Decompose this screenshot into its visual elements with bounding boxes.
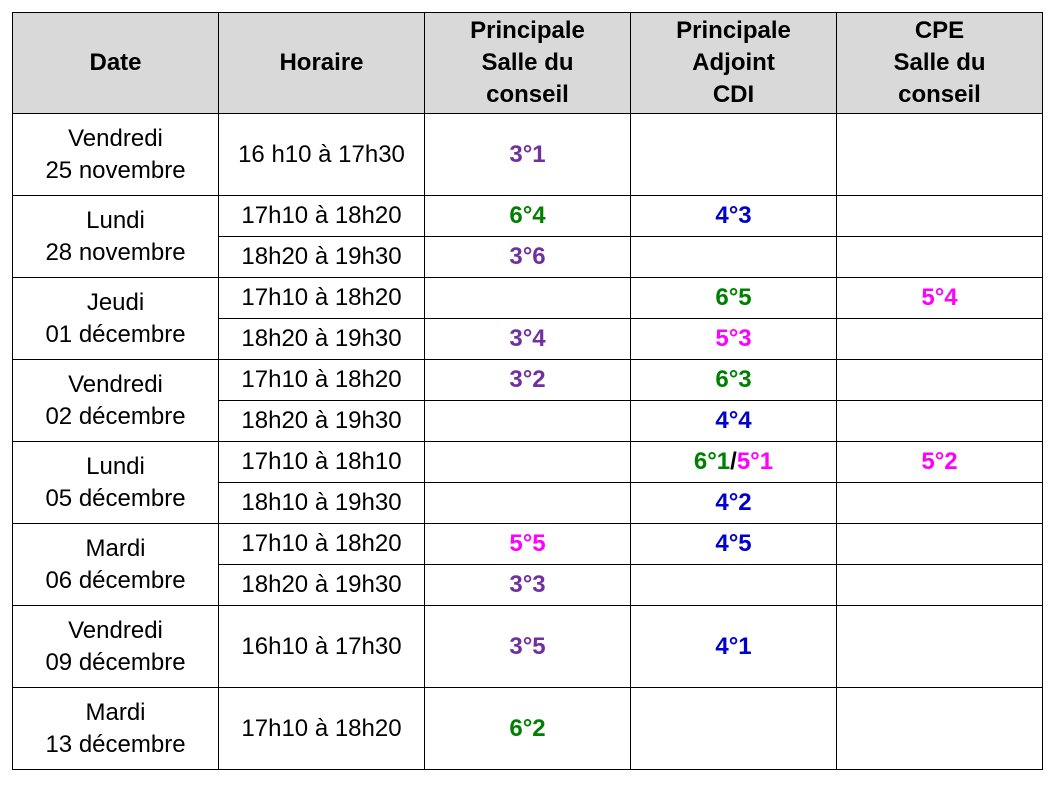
cpe-cell (837, 401, 1043, 442)
header-adjoint-line3: CDI (712, 81, 755, 108)
time-cell: 18h20 à 19h30 (219, 401, 425, 442)
adjoint-cell: 6°5 (631, 278, 837, 319)
table-row (13, 524, 1043, 565)
principale-cell: 3°5 (425, 606, 631, 688)
cpe-cell (837, 196, 1043, 237)
cpe-cell: 5°2 (837, 442, 1043, 483)
table-row (13, 606, 1043, 688)
cpe-cell (837, 237, 1043, 278)
principale-cell (425, 442, 631, 483)
header-adjoint (631, 13, 837, 114)
principale-cell (425, 278, 631, 319)
cpe-cell (837, 606, 1043, 688)
principale-cell: 5°5 (425, 524, 631, 565)
day-label: Lundi (86, 206, 145, 234)
cpe-cell (837, 319, 1043, 360)
date-label: 01 décembre (45, 320, 186, 348)
principale-cell: 6°4 (425, 196, 631, 237)
header-cpe-line2: Salle du (893, 49, 986, 76)
adjoint-cell (631, 237, 837, 278)
adjoint-class-a: 6°1 (693, 448, 731, 475)
adjoint-cell: 4°3 (631, 196, 837, 237)
cpe-cell (837, 483, 1043, 524)
adjoint-cell: 6°3 (631, 360, 837, 401)
day-label: Jeudi (86, 288, 145, 316)
adjoint-cell: 5°3 (631, 319, 837, 360)
time-cell: 17h10 à 18h20 (219, 196, 425, 237)
time-cell: 18h10 à 19h30 (219, 483, 425, 524)
cpe-cell (837, 114, 1043, 196)
day-label: Lundi (86, 452, 145, 480)
adjoint-cell: 4°5 (631, 524, 837, 565)
header-principale-line3: conseil (486, 81, 569, 108)
header-row (13, 13, 1043, 114)
principale-cell: 3°6 (425, 237, 631, 278)
date-label: 06 décembre (45, 566, 186, 594)
date-label: 13 décembre (45, 730, 186, 758)
date-cell (13, 360, 219, 442)
header-cpe-line3: conseil (898, 81, 981, 108)
table-row (13, 688, 1043, 770)
time-cell: 18h20 à 19h30 (219, 565, 425, 606)
principale-cell: 3°3 (425, 565, 631, 606)
adjoint-cell (631, 688, 837, 770)
date-cell (13, 688, 219, 770)
time-cell: 17h10 à 18h20 (219, 688, 425, 770)
date-cell (13, 196, 219, 278)
principale-cell: 3°1 (425, 114, 631, 196)
date-cell (13, 114, 219, 196)
time-cell: 18h20 à 19h30 (219, 237, 425, 278)
principale-cell: 6°2 (425, 688, 631, 770)
cpe-cell (837, 524, 1043, 565)
day-label: Vendredi (68, 124, 163, 152)
day-label: Mardi (85, 698, 146, 726)
adjoint-cell: 4°4 (631, 401, 837, 442)
adjoint-cell: 4°1 (631, 606, 837, 688)
header-horaire: Horaire (219, 13, 425, 114)
date-label: 09 décembre (45, 648, 186, 676)
principale-cell (425, 401, 631, 442)
adjoint-class-b: 5°1 (736, 448, 774, 475)
header-principale-line2: Salle du (481, 49, 574, 76)
adjoint-cell (631, 114, 837, 196)
header-cpe (837, 13, 1043, 114)
day-label: Vendredi (68, 616, 163, 644)
day-label: Mardi (85, 534, 146, 562)
time-cell: 18h20 à 19h30 (219, 319, 425, 360)
time-cell: 17h10 à 18h20 (219, 278, 425, 319)
date-label: 05 décembre (45, 484, 186, 512)
date-label: 02 décembre (45, 402, 186, 430)
header-adjoint-line1: Principale (676, 17, 791, 44)
table-row (13, 278, 1043, 319)
date-cell (13, 442, 219, 524)
header-principale-line1: Principale (470, 17, 585, 44)
time-cell: 16 h10 à 17h30 (219, 114, 425, 196)
date-cell (13, 606, 219, 688)
time-cell: 17h10 à 18h10 (219, 442, 425, 483)
table-row (13, 114, 1043, 196)
schedule-table (12, 12, 1043, 770)
principale-cell: 3°4 (425, 319, 631, 360)
time-cell: 17h10 à 18h20 (219, 360, 425, 401)
adjoint-cell (631, 565, 837, 606)
principale-cell: 3°2 (425, 360, 631, 401)
adjoint-cell (631, 442, 837, 483)
cpe-cell: 5°4 (837, 278, 1043, 319)
table-row (13, 360, 1043, 401)
date-label: 28 novembre (45, 238, 186, 266)
header-principale (425, 13, 631, 114)
principale-cell (425, 483, 631, 524)
date-label: 25 novembre (45, 156, 186, 184)
adjoint-cell: 4°2 (631, 483, 837, 524)
header-date: Date (13, 13, 219, 114)
time-cell: 17h10 à 18h20 (219, 524, 425, 565)
day-label: Vendredi (68, 370, 163, 398)
cpe-cell (837, 360, 1043, 401)
date-cell (13, 278, 219, 360)
adjoint-separator: / (730, 448, 737, 475)
table-row (13, 442, 1043, 483)
table-row (13, 196, 1043, 237)
header-adjoint-line2: Adjoint (692, 49, 775, 76)
cpe-cell (837, 688, 1043, 770)
cpe-cell (837, 565, 1043, 606)
date-cell (13, 524, 219, 606)
time-cell: 16h10 à 17h30 (219, 606, 425, 688)
header-cpe-line1: CPE (914, 17, 965, 44)
